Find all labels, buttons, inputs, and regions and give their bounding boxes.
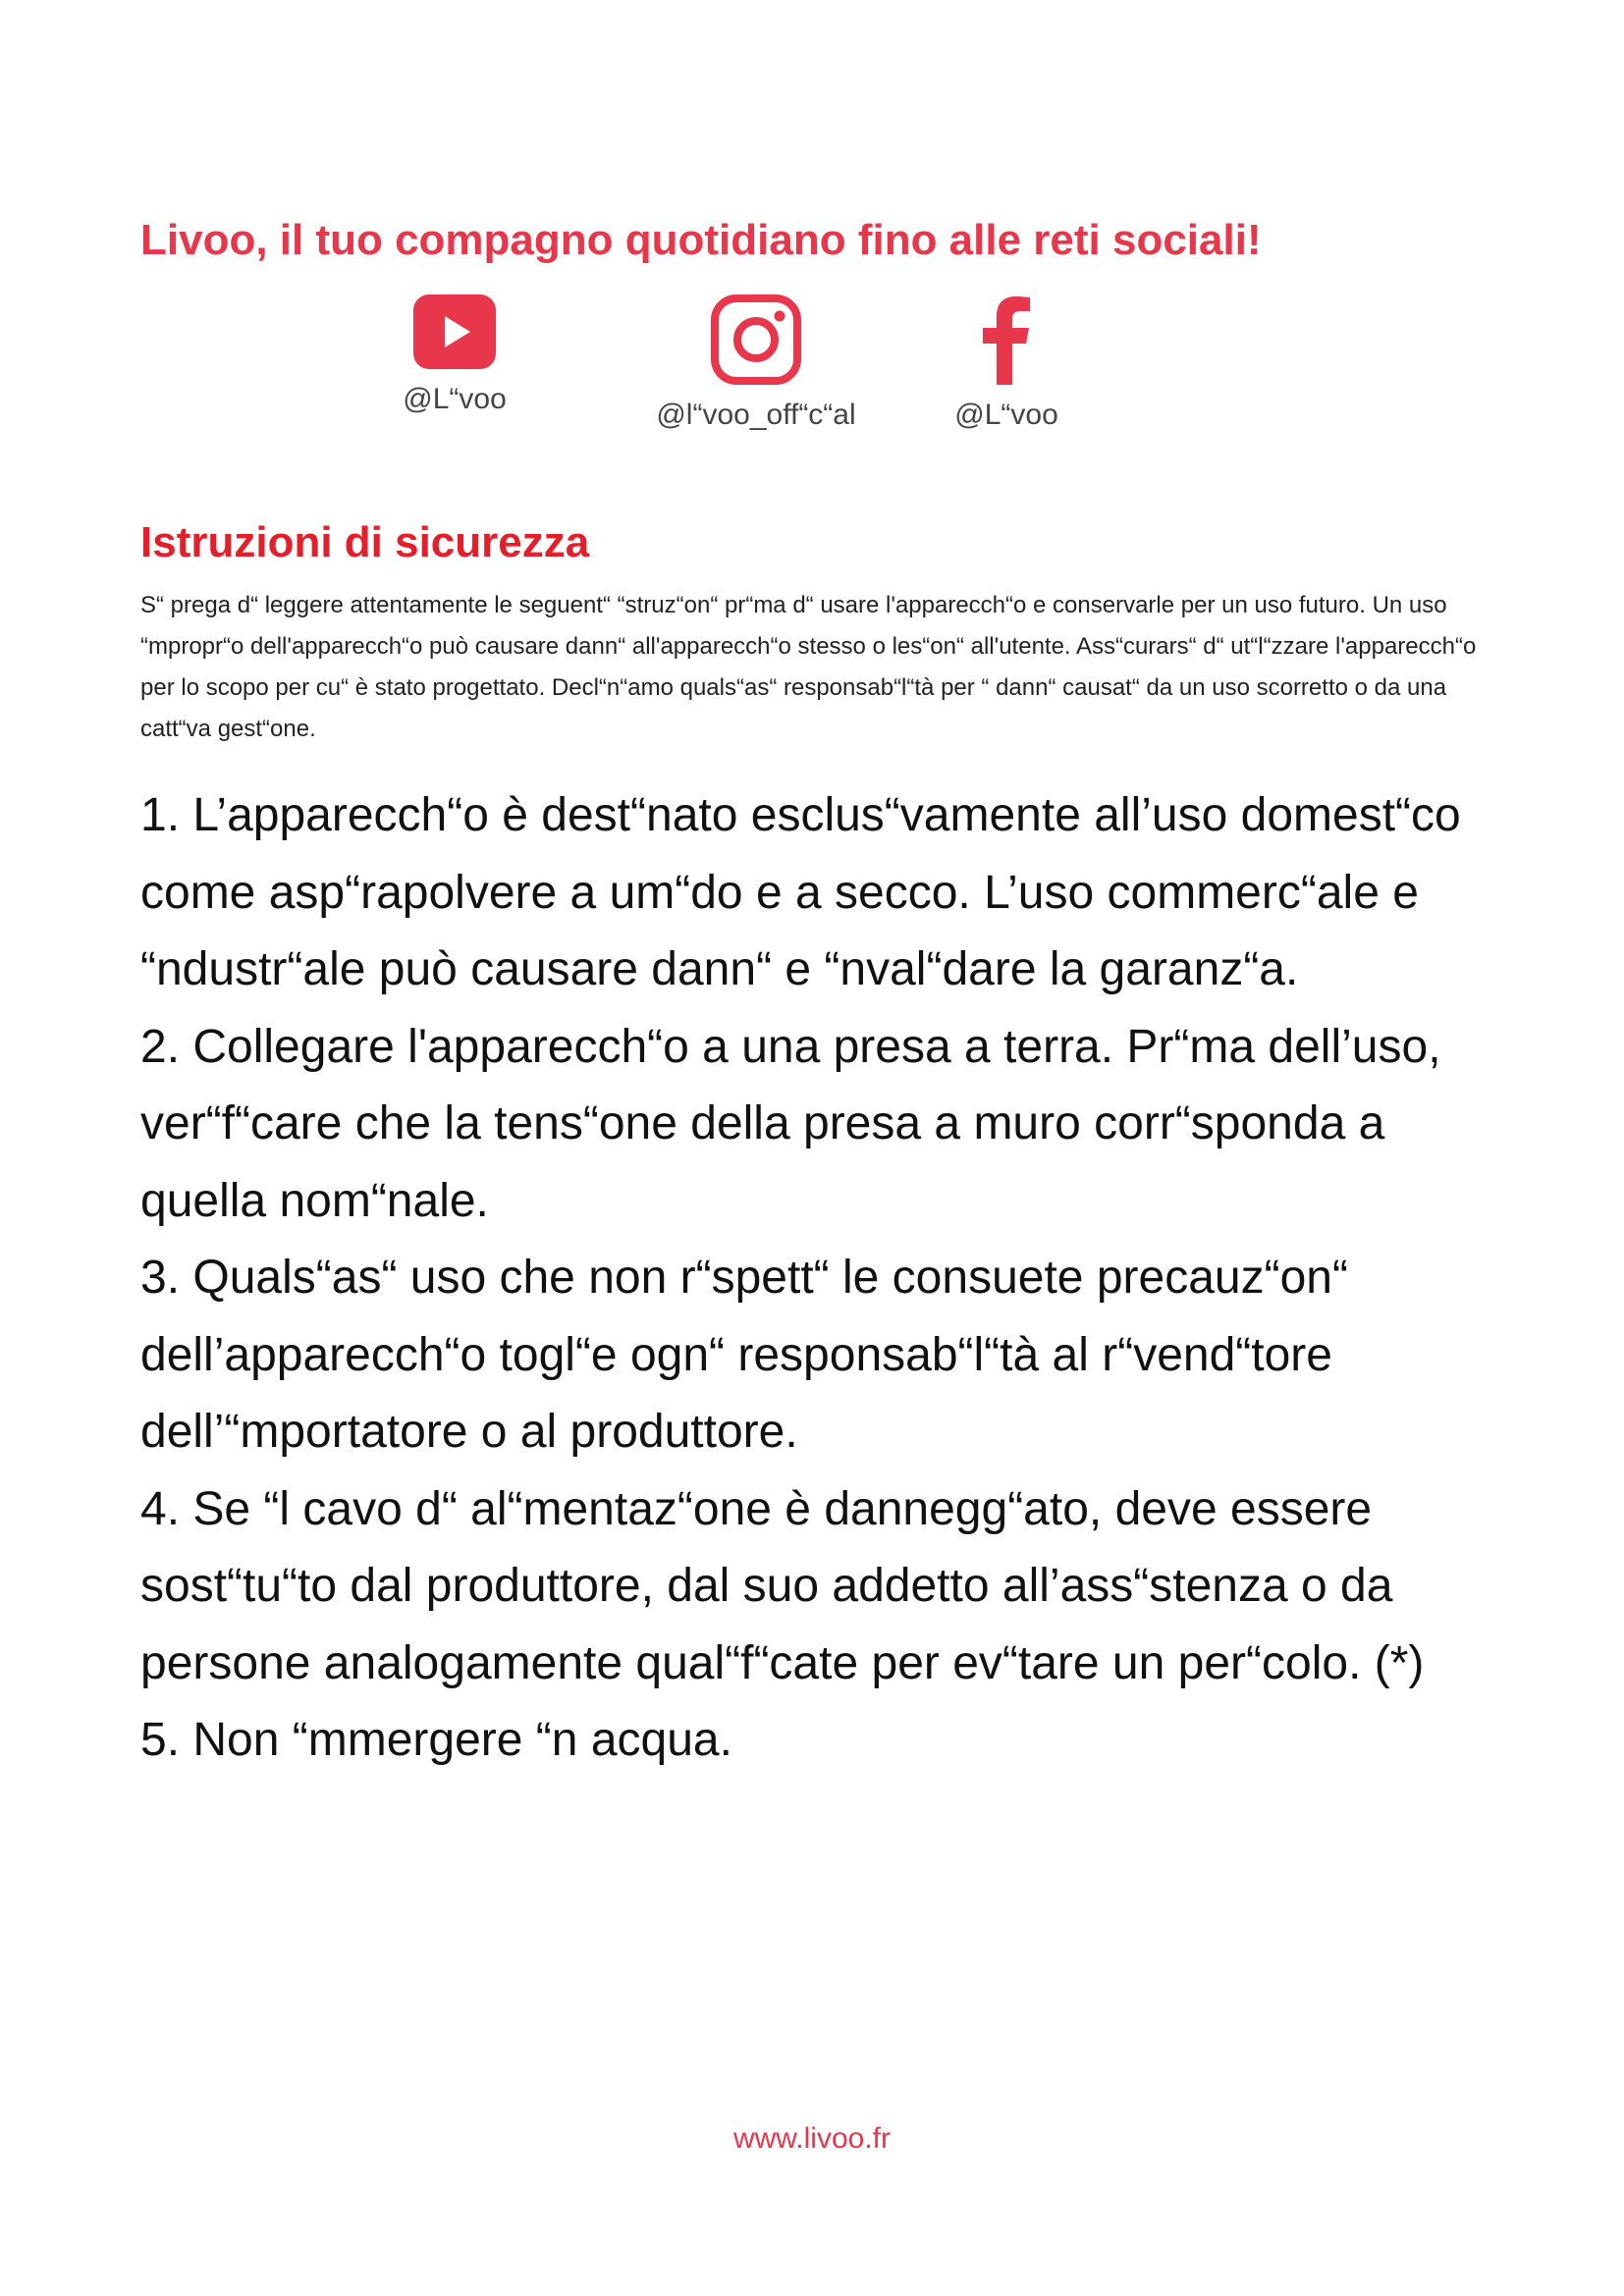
safety-heading: Istruzioni di sicurezza xyxy=(140,518,590,566)
safety-item: 3. Quals“as“ uso che non r“spett“ le consuete precauz“on“ dell’apparecch“o togl“e ogn“ responsab“l“tà al r“vend“tore dell’“mportatore o al produttore. xyxy=(140,1252,1348,1458)
safety-instructions-list xyxy=(140,777,1515,1780)
youtube-icon[interactable] xyxy=(413,294,496,369)
safety-item: 1. L’apparecch“o è dest“nato esclus“vamente all’uso domest“co come asp“rapolvere a um“do e a secco. L’uso commerc“ale e “ndustr“ale può causare dann“ e “nval“dare la garanz“a. xyxy=(140,789,1461,995)
youtube-handle[interactable]: @L“voo xyxy=(403,383,507,415)
instagram-handle[interactable]: @l“voo_off“c“al xyxy=(656,399,856,431)
facebook-handle[interactable]: @L“voo xyxy=(954,399,1058,431)
safety-item: 5. Non “mmergere “n acqua. xyxy=(140,1714,732,1766)
youtube-account[interactable] xyxy=(347,294,563,416)
instagram-icon[interactable] xyxy=(711,294,801,385)
facebook-account[interactable] xyxy=(898,294,1114,432)
facebook-icon[interactable] xyxy=(977,294,1036,385)
social-heading: Livoo, il tuo compagno quotidiano fino alle reti sociali! xyxy=(140,216,1262,264)
safety-intro: S“ prega d“ leggere attentamente le seguent“ “struz“on“ pr“ma d“ usare l'apparecch“o e conservarle per un uso futuro. Un uso “mpropr“o dell'apparecch“o può causare dann“ all'apparecch“o stesso o les“on“ all'utente. Ass“curars“ d“ ut“l“zzare l'apparecch“o per lo scopo per cu“ è stato progettato. Decl“n“amo quals“as“ responsab“l“tà per “ dann“ causat“ da un uso scorretto o da una catt“va gest“one. xyxy=(140,592,1477,742)
instagram-account[interactable] xyxy=(648,294,864,432)
safety-item: 4. Se “l cavo d“ al“mentaz“one è dannegg“ato, deve essere sost“tu“to dal produttore, dal suo addetto all’ass“stenza o da persone analogamente qual“f“cate per ev“tare un per“colo. (*) xyxy=(140,1482,1425,1689)
safety-item: 2. Collegare l'apparecch“o a una presa a terra. Pr“ma dell’uso, ver“f“care che la tens“one della presa a muro corr“sponda a quella nom“nale. xyxy=(140,1020,1441,1227)
footer-website-link[interactable]: www.livoo.fr xyxy=(732,2122,892,2155)
